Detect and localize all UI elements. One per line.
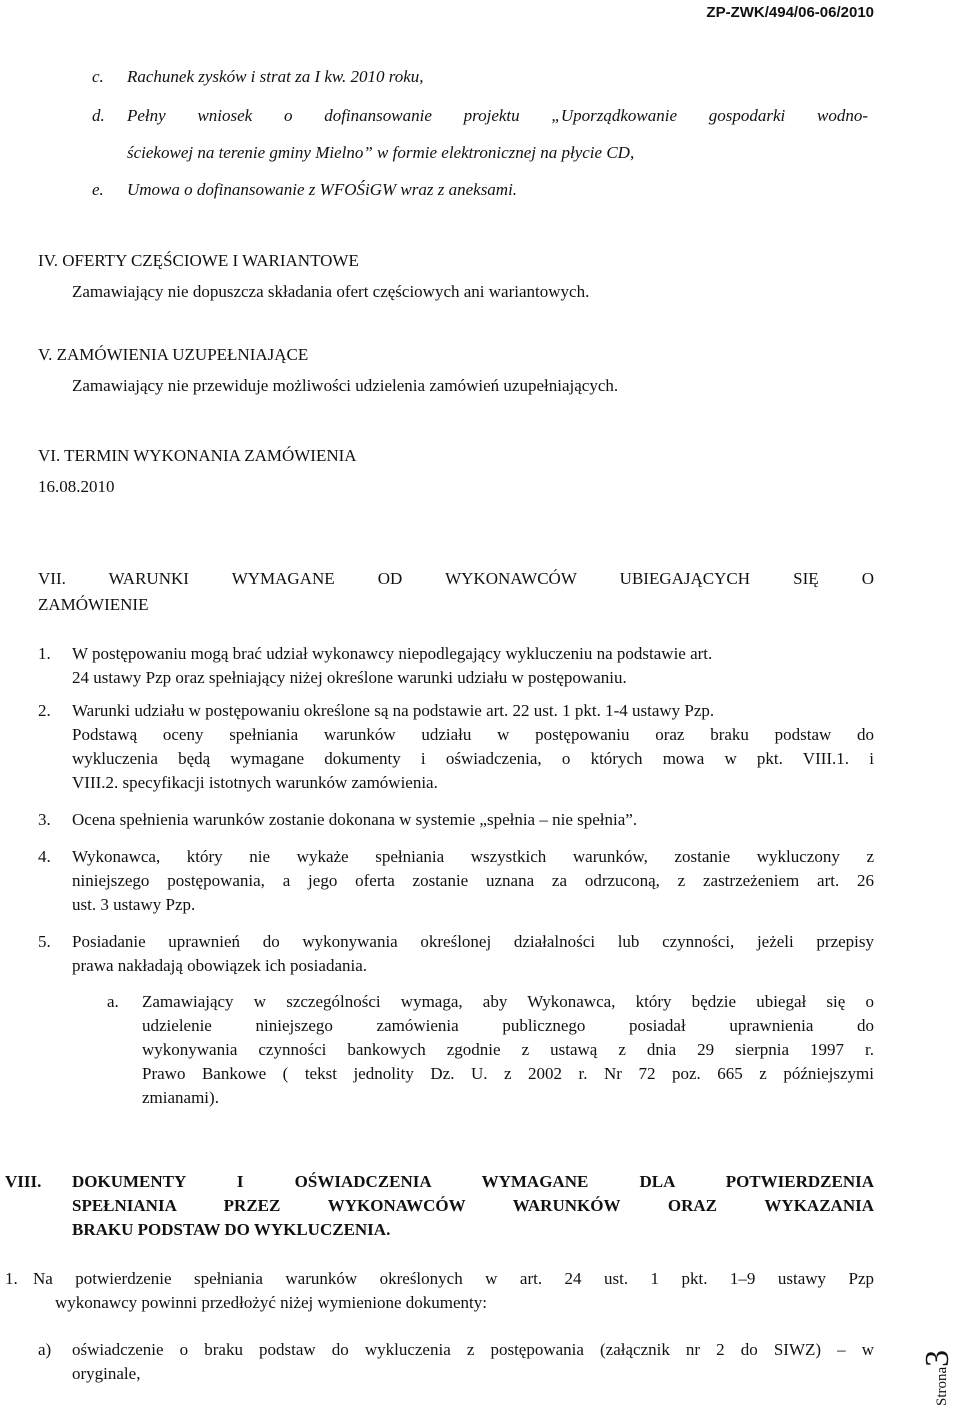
section-viii-title-line: SPEŁNIANIA PRZEZ WYKONAWCÓW WARUNKÓW ORAZ WYKAZANIA <box>72 1196 874 1215</box>
section-vi-date: 16.08.2010 <box>38 477 115 496</box>
vii-item-5-number: 5. <box>38 932 51 951</box>
attachment-e-text: Umowa o dofinansowanie z WFOŚiGW wraz z aneksami. <box>127 180 518 199</box>
vii-item-5-line: prawa nakładają obowiązek ich posiadania. <box>72 956 368 975</box>
viii-item-a-line: oświadczenie o braku podstaw do wykluczenia z postępowania (załącznik nr 2 do SIWZ) – w <box>72 1340 874 1359</box>
page-number: 3 <box>919 1349 956 1367</box>
attachment-c-text: Rachunek zysków i strat za I kw. 2010 roku, <box>127 67 424 86</box>
vii-item-4-number: 4. <box>38 847 51 866</box>
section-iv-body: Zamawiający nie dopuszcza składania ofert częściowych ani wariantowych. <box>72 282 590 301</box>
section-v-title: V. ZAMÓWIENIA UZUPEŁNIAJĄCE <box>38 345 309 364</box>
vii-sub-a-letter: a. <box>107 992 119 1011</box>
viii-item-1-line: Na potwierdzenie spełniania warunków określonych w art. 24 ust. 1 pkt. 1–9 ustawy Pzp <box>33 1269 874 1288</box>
attachment-d-letter: d. <box>92 106 105 125</box>
vii-sub-a-line: zmianami). <box>142 1088 219 1107</box>
section-iv-title: IV. OFERTY CZĘŚCIOWE I WARIANTOWE <box>38 251 359 270</box>
vii-item-4-line: Wykonawca, który nie wykaże spełniania wszystkich warunków, zostanie wykluczony z <box>72 847 874 866</box>
vii-item-2-line: wykluczenia będą wymagane dokumenty i oświadczenia, o których mowa w pkt. VIII.1. i <box>72 749 874 768</box>
vii-item-2-line: VIII.2. specyfikacji istotnych warunków zamówienia. <box>72 773 438 792</box>
page-number-indicator <box>921 1326 957 1406</box>
vii-item-2-number: 2. <box>38 701 51 720</box>
section-v-body: Zamawiający nie przewiduje możliwości udzielenia zamówień uzupełniających. <box>72 376 619 395</box>
attachment-e-letter: e. <box>92 180 104 199</box>
vii-sub-a-line: Zamawiający w szczególności wymaga, aby Wykonawca, który będzie ubiegał się o <box>142 992 874 1011</box>
document-reference: ZP-ZWK/494/06-06/2010 <box>706 4 874 21</box>
vii-item-4-line: ust. 3 ustawy Pzp. <box>72 895 196 914</box>
attachment-c-letter: c. <box>92 67 104 86</box>
vii-item-1-number: 1. <box>38 644 51 663</box>
section-viii-title-line: BRAKU PODSTAW DO WYKLUCZENIA. <box>72 1220 391 1239</box>
viii-item-1-line: wykonawcy powinni przedłożyć niżej wymienione dokumenty: <box>55 1293 487 1312</box>
attachment-d-line1: Pełny wniosek o dofinansowanie projektu „Uporządkowanie gospodarki wodno- <box>127 106 868 125</box>
vii-item-2-line: Podstawą oceny spełniania warunków udziału w postępowaniu oraz braku podstaw do <box>72 725 874 744</box>
attachment-d-line2: ściekowej na terenie gminy Mielno” w formie elektronicznej na płycie CD, <box>127 143 635 162</box>
vii-item-5-line: Posiadanie uprawnień do wykonywania określonej działalności lub czynności, jeżeli przepisy <box>72 932 874 951</box>
vii-sub-a-line: Prawo Bankowe ( tekst jednolity Dz. U. z 2002 r. Nr 72 poz. 665 z późniejszymi <box>142 1064 874 1083</box>
vii-item-4-line: niniejszego postępowania, a jego oferta zostanie uznana za odrzuconą, z zastrzeżeniem art. 26 <box>72 871 874 890</box>
section-viii-number: VIII. <box>5 1172 42 1191</box>
viii-item-a-line: oryginale, <box>72 1364 141 1383</box>
vii-item-3-number: 3. <box>38 810 51 829</box>
viii-item-a-letter: a) <box>38 1340 52 1359</box>
vii-item-1-line: 24 ustawy Pzp oraz spełniający niżej określone warunki udziału w postępowaniu. <box>72 668 627 687</box>
vii-item-2-line: Warunki udziału w postępowaniu określone są na podstawie art. 22 ust. 1 pkt. 1-4 ustawy Pzp. <box>72 701 715 720</box>
vii-sub-a-line: wykonywania czynności bankowych zgodnie z ustawą z dnia 29 sierpnia 1997 r. <box>142 1040 874 1059</box>
section-vii-title-line2: ZAMÓWIENIE <box>38 595 149 614</box>
vii-item-3-line: Ocena spełnienia warunków zostanie dokonana w systemie „spełnia – nie spełnia”. <box>72 810 638 829</box>
vii-sub-a-line: udzielenie niniejszego zamówienia publicznego posiadał uprawnienia do <box>142 1016 874 1035</box>
section-vi-title: VI. TERMIN WYKONANIA ZAMÓWIENIA <box>38 446 357 465</box>
section-vii-title-line1: VII. WARUNKI WYMAGANE OD WYKONAWCÓW UBIEGAJĄCYCH SIĘ O <box>38 569 874 588</box>
vii-item-1-line: W postępowaniu mogą brać udział wykonawcy niepodlegający wykluczeniu na podstawie art. <box>72 644 713 663</box>
page-label: Strona <box>934 1366 950 1406</box>
viii-item-1-number: 1. <box>5 1269 18 1288</box>
section-viii-title-line: DOKUMENTY I OŚWIADCZENIA WYMAGANE DLA POTWIERDZENIA <box>72 1172 874 1191</box>
